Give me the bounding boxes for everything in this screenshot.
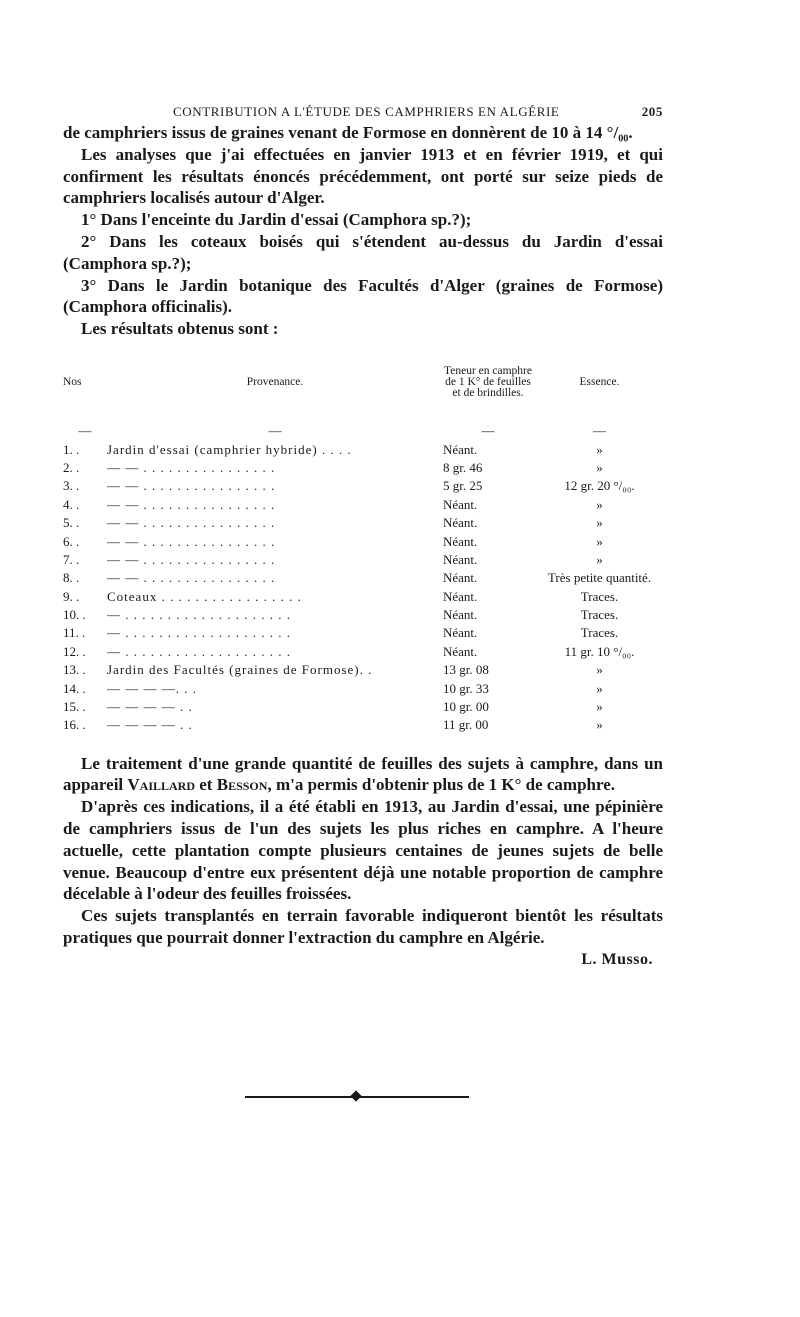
- table-row: [63, 569, 666, 587]
- row-number: 6. .: [63, 533, 80, 549]
- row-essence: »: [596, 662, 603, 678]
- row-provenance: Coteaux . . . . . . . . . . . . . . . . .: [107, 588, 302, 604]
- row-teneur: 11 gr. 00: [443, 717, 489, 733]
- row-teneur: Néant.: [443, 625, 478, 641]
- table-row: [63, 587, 666, 605]
- outro-paragraph-1: [63, 753, 663, 797]
- row-provenance: — . . . . . . . . . . . . . . . . . . . .: [107, 625, 291, 641]
- row-teneur: 8 gr. 46: [443, 459, 483, 475]
- page: [63, 100, 663, 969]
- running-header: [63, 100, 663, 122]
- row-essence: »: [596, 441, 603, 457]
- row-number: 2. .: [63, 459, 80, 475]
- row-number: 4. .: [63, 496, 80, 512]
- dash-provenance: —: [268, 423, 282, 439]
- row-number: 1. .: [63, 441, 80, 457]
- author-name-besson: Besson: [216, 775, 268, 795]
- row-provenance: — . . . . . . . . . . . . . . . . . . . .: [107, 607, 291, 623]
- row-provenance: — — . . . . . . . . . . . . . . . .: [107, 551, 276, 567]
- table-row: [63, 606, 666, 624]
- row-essence: 11 gr. 10 °/₀₀.: [564, 643, 635, 659]
- table-row: [63, 440, 666, 458]
- row-teneur: 13 gr. 08: [443, 662, 489, 678]
- table-row: [63, 624, 666, 642]
- row-provenance: — — . . . . . . . . . . . . . . . .: [107, 533, 276, 549]
- row-provenance: — — . . . . . . . . . . . . . . . .: [107, 496, 276, 512]
- row-essence: Traces.: [580, 588, 619, 604]
- row-number: 9. .: [63, 588, 80, 604]
- row-teneur: Néant.: [443, 441, 478, 457]
- row-number: 13. .: [63, 662, 86, 678]
- row-provenance: — — — —. . .: [107, 680, 197, 696]
- row-essence: 12 gr. 20 °/₀₀.: [564, 478, 635, 494]
- outro-text-a: Le traitement d'une grande quantité de feuilles des sujets à camphre, dans un appareil: [63, 753, 663, 795]
- row-essence: »: [596, 680, 603, 696]
- results-table: [63, 344, 666, 735]
- row-essence: »: [596, 551, 603, 567]
- outro-text-b: et: [195, 775, 217, 795]
- row-teneur: Néant.: [443, 515, 478, 531]
- row-number: 15. .: [63, 699, 86, 715]
- table-row: [63, 551, 666, 569]
- author-name-vaillard: Vaillard: [127, 775, 196, 795]
- header-no: Nos: [63, 376, 82, 389]
- row-essence: Traces.: [580, 625, 619, 641]
- intro-results-lead: Les résultats obtenus sont :: [81, 319, 279, 339]
- table-header-row: [63, 344, 666, 422]
- row-essence: »: [596, 699, 603, 715]
- intro-item-2: 2° Dans les coteaux boisés qui s'étendent au-dessus du Jardin d'essai (Camphora sp.?);: [63, 231, 663, 273]
- row-number: 12. .: [63, 643, 86, 659]
- intro-paragraph-1: de camphriers issus de graines venant de Formose en donnèrent de 10 à 14 °/₀₀.: [63, 123, 633, 142]
- row-teneur: Néant.: [443, 570, 478, 586]
- row-teneur: 10 gr. 00: [443, 699, 489, 715]
- row-provenance: — — . . . . . . . . . . . . . . . .: [107, 459, 276, 475]
- row-provenance: — — . . . . . . . . . . . . . . . .: [107, 478, 276, 494]
- row-provenance: — — . . . . . . . . . . . . . . . .: [107, 570, 276, 586]
- table-row: [63, 716, 666, 734]
- row-teneur: Néant.: [443, 551, 478, 567]
- row-essence: »: [596, 717, 603, 733]
- row-essence: »: [596, 496, 603, 512]
- table-row: [63, 459, 666, 477]
- row-teneur: Néant.: [443, 588, 478, 604]
- row-number: 10. .: [63, 607, 86, 623]
- row-essence: »: [596, 533, 603, 549]
- row-number: 11. .: [63, 625, 86, 641]
- table-row: [63, 477, 666, 495]
- row-teneur: 5 gr. 25: [443, 478, 483, 494]
- row-teneur: Néant.: [443, 496, 478, 512]
- table-dash-row: [63, 422, 666, 440]
- row-number: 14. .: [63, 680, 86, 696]
- row-number: 7. .: [63, 551, 80, 567]
- row-number: 16. .: [63, 717, 86, 733]
- row-provenance: — . . . . . . . . . . . . . . . . . . . .: [107, 643, 291, 659]
- row-teneur: 10 gr. 33: [443, 680, 489, 696]
- outro-paragraph-3: Ces sujets transplantés en terrain favorable indiqueront bientôt les résultats pratiques que pourrait donner l'extraction du camphre en Algérie.: [63, 906, 663, 947]
- intro-item-1: 1° Dans l'enceinte du Jardin d'essai (Camphora sp.?);: [81, 210, 472, 230]
- signature: L. Musso.: [581, 950, 653, 968]
- ornament-diamond-icon: [350, 1090, 361, 1101]
- row-essence: Très petite quantité.: [547, 570, 652, 586]
- table-row: [63, 496, 666, 514]
- row-teneur: Néant.: [443, 533, 478, 549]
- row-essence: »: [596, 515, 603, 531]
- row-provenance: Jardin d'essai (camphrier hybride) . . . .: [107, 441, 352, 457]
- row-provenance: — — . . . . . . . . . . . . . . . .: [107, 515, 276, 531]
- table-row: [63, 514, 666, 532]
- row-provenance: — — — — . .: [107, 717, 193, 733]
- table-row: [63, 679, 666, 697]
- row-provenance: Jardin des Facultés (graines de Formose). .: [107, 662, 373, 678]
- outro-paragraph-2: D'après ces indications, il a été établi en 1913, au Jardin d'essai, une pépinière de camphriers issus de l'un des sujets les plus riches en camphre. A l'heure actuelle, cette plantation compte plusieurs centaines de jeunes sujets de belle venue. Beaucoup d'entre eux présentent déjà une notable proportion de camphre décelable à l'odeur des feuilles froissées.: [63, 797, 663, 904]
- table-row: [63, 661, 666, 679]
- row-number: 8. .: [63, 570, 80, 586]
- header-teneur: Teneur en camphre de 1 K° de feuilles et de brindilles.: [444, 365, 532, 400]
- dash-teneur: —: [481, 423, 495, 439]
- dash-no: —: [78, 423, 92, 439]
- dash-essence: —: [593, 423, 606, 439]
- page-number: 205: [641, 104, 663, 119]
- intro-item-3: 3° Dans le Jardin botanique des Facultés d'Alger (graines de Formose) (Camphora officinalis).: [63, 275, 663, 317]
- header-title: CONTRIBUTION A L'ÉTUDE DES CAMPHRIERS EN ALGÉRIE: [173, 104, 560, 119]
- row-number: 3. .: [63, 478, 80, 494]
- outro-text-c: , m'a permis d'obtenir plus de 1 K° de camphre.: [267, 775, 616, 795]
- table-row: [63, 643, 666, 661]
- row-teneur: Néant.: [443, 607, 478, 623]
- table-row: [63, 532, 666, 550]
- row-essence: Traces.: [580, 607, 619, 623]
- intro-paragraph-2: Les analyses que j'ai effectuées en janvier 1913 et en février 1919, et qui confirment les résultats énoncés précédemment, ont porté sur seize pieds de camphriers localisés autour d'Alger.: [63, 144, 663, 208]
- header-provenance: Provenance.: [246, 376, 304, 389]
- row-provenance: — — — — . .: [107, 699, 193, 715]
- row-number: 5. .: [63, 515, 80, 531]
- table-row: [63, 698, 666, 716]
- header-essence: Essence.: [579, 376, 620, 389]
- end-ornament: [245, 1092, 469, 1102]
- row-teneur: Néant.: [443, 643, 478, 659]
- row-essence: »: [596, 459, 603, 475]
